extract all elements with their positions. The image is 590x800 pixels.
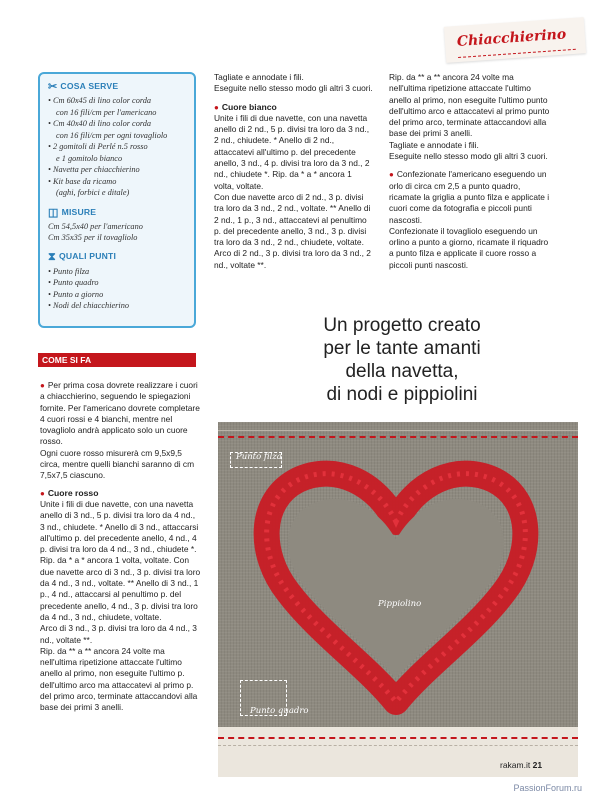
come-si-fa-heading: COME SI FA bbox=[38, 353, 196, 367]
list-item: e 1 gomitolo bianco bbox=[56, 153, 123, 163]
tag-stitch-line bbox=[458, 49, 576, 58]
cuore-bianco-paragraph: Unite i fili di due navette, con una navetta anello di 2 nd., 5 p. divisi tra loro da 3 nd., 2 nd., chiudete. * Anello di 2 nd., attaccatevi all'ultimo p. del precedente anello, 3 nd., 4 p. divisi tra loro da 3 nd., 2 nd., chiudete *. Rip. da * a * ancora 1 volta, voltate. bbox=[214, 112, 370, 191]
list-item: • Cm 40x40 di lino color corda bbox=[48, 119, 152, 128]
list-item: • Nodi del chiacchierino bbox=[48, 301, 130, 310]
tape-measure-icon: ◫ bbox=[48, 206, 59, 219]
list-item: • Punto a giorno bbox=[48, 289, 104, 299]
cuore-rosso-paragraph: Arco di 3 nd., 3 p. divisi tra loro da 4 nd., 3 nd., voltate **. bbox=[40, 623, 197, 645]
cuore-rosso-heading: ● Cuore rosso bbox=[40, 487, 99, 498]
column-2 bbox=[214, 72, 374, 271]
headline bbox=[262, 314, 542, 406]
list-item: (aghi, forbici e ditale) bbox=[56, 188, 130, 197]
headline-line: Un progetto creato bbox=[323, 315, 481, 336]
materials-box bbox=[38, 72, 196, 328]
punti-list bbox=[48, 266, 186, 312]
list-item: Cm 54,5x40 per l'americano bbox=[48, 221, 143, 231]
heart-photo bbox=[218, 422, 578, 777]
misure-list bbox=[48, 221, 186, 244]
list-item: con 16 fili/cm per l'americano bbox=[56, 107, 157, 117]
paragraph: Rip. da ** a ** ancora 24 volte ma nell'ultima ripetizione attaccate l'ultimo anello al primo, non eseguite l'ultimo punto dell'ultimo arco e attaccatevi al primo punto del primo arco, terminate attaccandovi alla base dei primi 3 anelli. bbox=[389, 72, 550, 139]
column-1 bbox=[40, 380, 202, 714]
list-item: • Kit base da ricamo bbox=[48, 176, 117, 186]
footer-site: rakam.it bbox=[500, 760, 531, 770]
cuore-rosso-paragraph: Rip. da ** a ** ancora 24 volte ma nell'ultima ripetizione attaccate l'ultimo anello al primo, non eseguite l'ultimo p. dell'ultimo arco ma attaccatevi al primo p. del primo arco, terminate attaccandovi alla base dei primi 3 anelli. bbox=[40, 645, 198, 713]
hem-stitch-line bbox=[218, 737, 578, 739]
list-item: con 16 fili/cm per ogni tovagliolo bbox=[56, 130, 168, 140]
bullet-icon: ● bbox=[389, 170, 394, 180]
paragraph: Confezionate il tovagliolo eseguendo un orlino a punto a giorno, ricamate il riquadro a punto filza e applicate il cuore rosso a piccoli punti nascosti. bbox=[389, 225, 549, 270]
list-item: • Punto quadro bbox=[48, 278, 99, 287]
section-tag-label: Chiacchierino bbox=[456, 26, 567, 51]
cosa-serve-title: ✂ COSA SERVE bbox=[48, 81, 119, 93]
list-item: Cm 35x35 per il tovagliolo bbox=[48, 233, 138, 242]
paragraph: Tagliate e annodate i fili. bbox=[389, 139, 479, 150]
paragraph: Eseguite nello stesso modo gli altri 3 cuori. bbox=[389, 151, 548, 162]
misure-title: ◫ MISURE bbox=[48, 206, 97, 219]
page-footer bbox=[500, 760, 542, 770]
headline-line: per le tante amanti bbox=[323, 338, 481, 359]
list-item: • Punto filza bbox=[48, 266, 90, 276]
column-3 bbox=[389, 72, 551, 271]
intro-paragraph: ● Per prima cosa dovrete realizzare i cuori a chiacchierino, seguendo le spiegazioni fornite. Per l'americano dovrete completare 4 cuori rossi e 4 bianchi, mentre nel tovagliolo andrà applicato solo un cuore rosso. bbox=[40, 380, 200, 447]
punti-title: ⧗ QUALI PUNTI bbox=[48, 250, 117, 263]
label-punto-filza: Punto filza bbox=[236, 452, 282, 462]
sizes-paragraph: Ogni cuore rosso misurerà cm 9,5x9,5 circa, mentre quelli bianchi saranno di cm 7,5x7,5 ciascuno. bbox=[40, 447, 195, 481]
cosa-serve-list bbox=[48, 95, 186, 199]
cuore-bianco-paragraph: Con due navette arco di 2 nd., 3 p. divisi tra loro da 3 nd., 2 nd., voltate. ** Anello di 2 nd., 1 p., 3 nd., attaccatevi al penultimo p. del precedente anello, 3 nd., 3 p. divisi tra loro da 3 nd., 2 nd., chiudete, voltate. Arco di 2 nd., 3 p. divisi tra loro da 3 nd., 2 nd., voltate **. bbox=[214, 191, 371, 270]
thread-spool-icon: ⧗ bbox=[48, 250, 56, 263]
cuore-rosso-paragraph: Unite i fili di due navette, con una navetta anello di 3 nd., 5 p. divisi tra loro da 4 nd., 3 nd., chiudete. * Anello di 3 nd., attaccarsi all'ultimo p. del precedente anello, 4 nd., 4 p. divisi tra loro da 4 nd., 3 nd., chiudete *. Rip. da * a * ancora 1 volta, voltate. Con due navette arco di 3 nd., 3 p. divisi tra loro da 4 nd., 3 nd., voltate. ** Anello di 3 nd., 1 p., 4 nd., attaccarsi al penultimo p. del precedente anello, 4 nd., 3 p. divisi tra loro da 4 nd., 3 nd., chiudete, voltate. bbox=[40, 498, 201, 622]
scissors-icon: ✂ bbox=[48, 81, 58, 93]
headline-line: della navetta, bbox=[345, 361, 459, 382]
list-item: • Cm 60x45 di lino color corda bbox=[48, 96, 152, 105]
list-item: • Navetta per chiacchierino bbox=[48, 165, 140, 174]
paragraph: Tagliate e annodate i fili. bbox=[214, 72, 304, 82]
paragraph: ● Confezionate l'americano eseguendo un orlo di circa cm 2,5 a punto quadro, ricamate la griglia a punto filza e applicate i cuori come da fotografia e piccoli punti nascosti. bbox=[389, 169, 550, 225]
list-item: • 2 gomitoli di Perlé n.5 rosso bbox=[48, 142, 148, 151]
page-number: 21 bbox=[532, 760, 543, 770]
section-tag bbox=[444, 17, 586, 63]
bullet-icon: ● bbox=[40, 488, 45, 498]
watermark: PassionForum.ru bbox=[513, 783, 582, 793]
bullet-icon: ● bbox=[40, 381, 45, 390]
label-punto-quadro: Punto quadro bbox=[250, 706, 309, 716]
cuore-bianco-heading: ● Cuore bianco bbox=[214, 101, 277, 112]
headline-line: di nodi e pippiolini bbox=[326, 384, 478, 405]
hem-stitch-line bbox=[218, 745, 578, 746]
paragraph: Eseguite nello stesso modo gli altri 3 cuori. bbox=[214, 83, 373, 94]
label-pippiolino: Pippiolino bbox=[378, 599, 422, 609]
bullet-icon: ● bbox=[214, 102, 219, 112]
